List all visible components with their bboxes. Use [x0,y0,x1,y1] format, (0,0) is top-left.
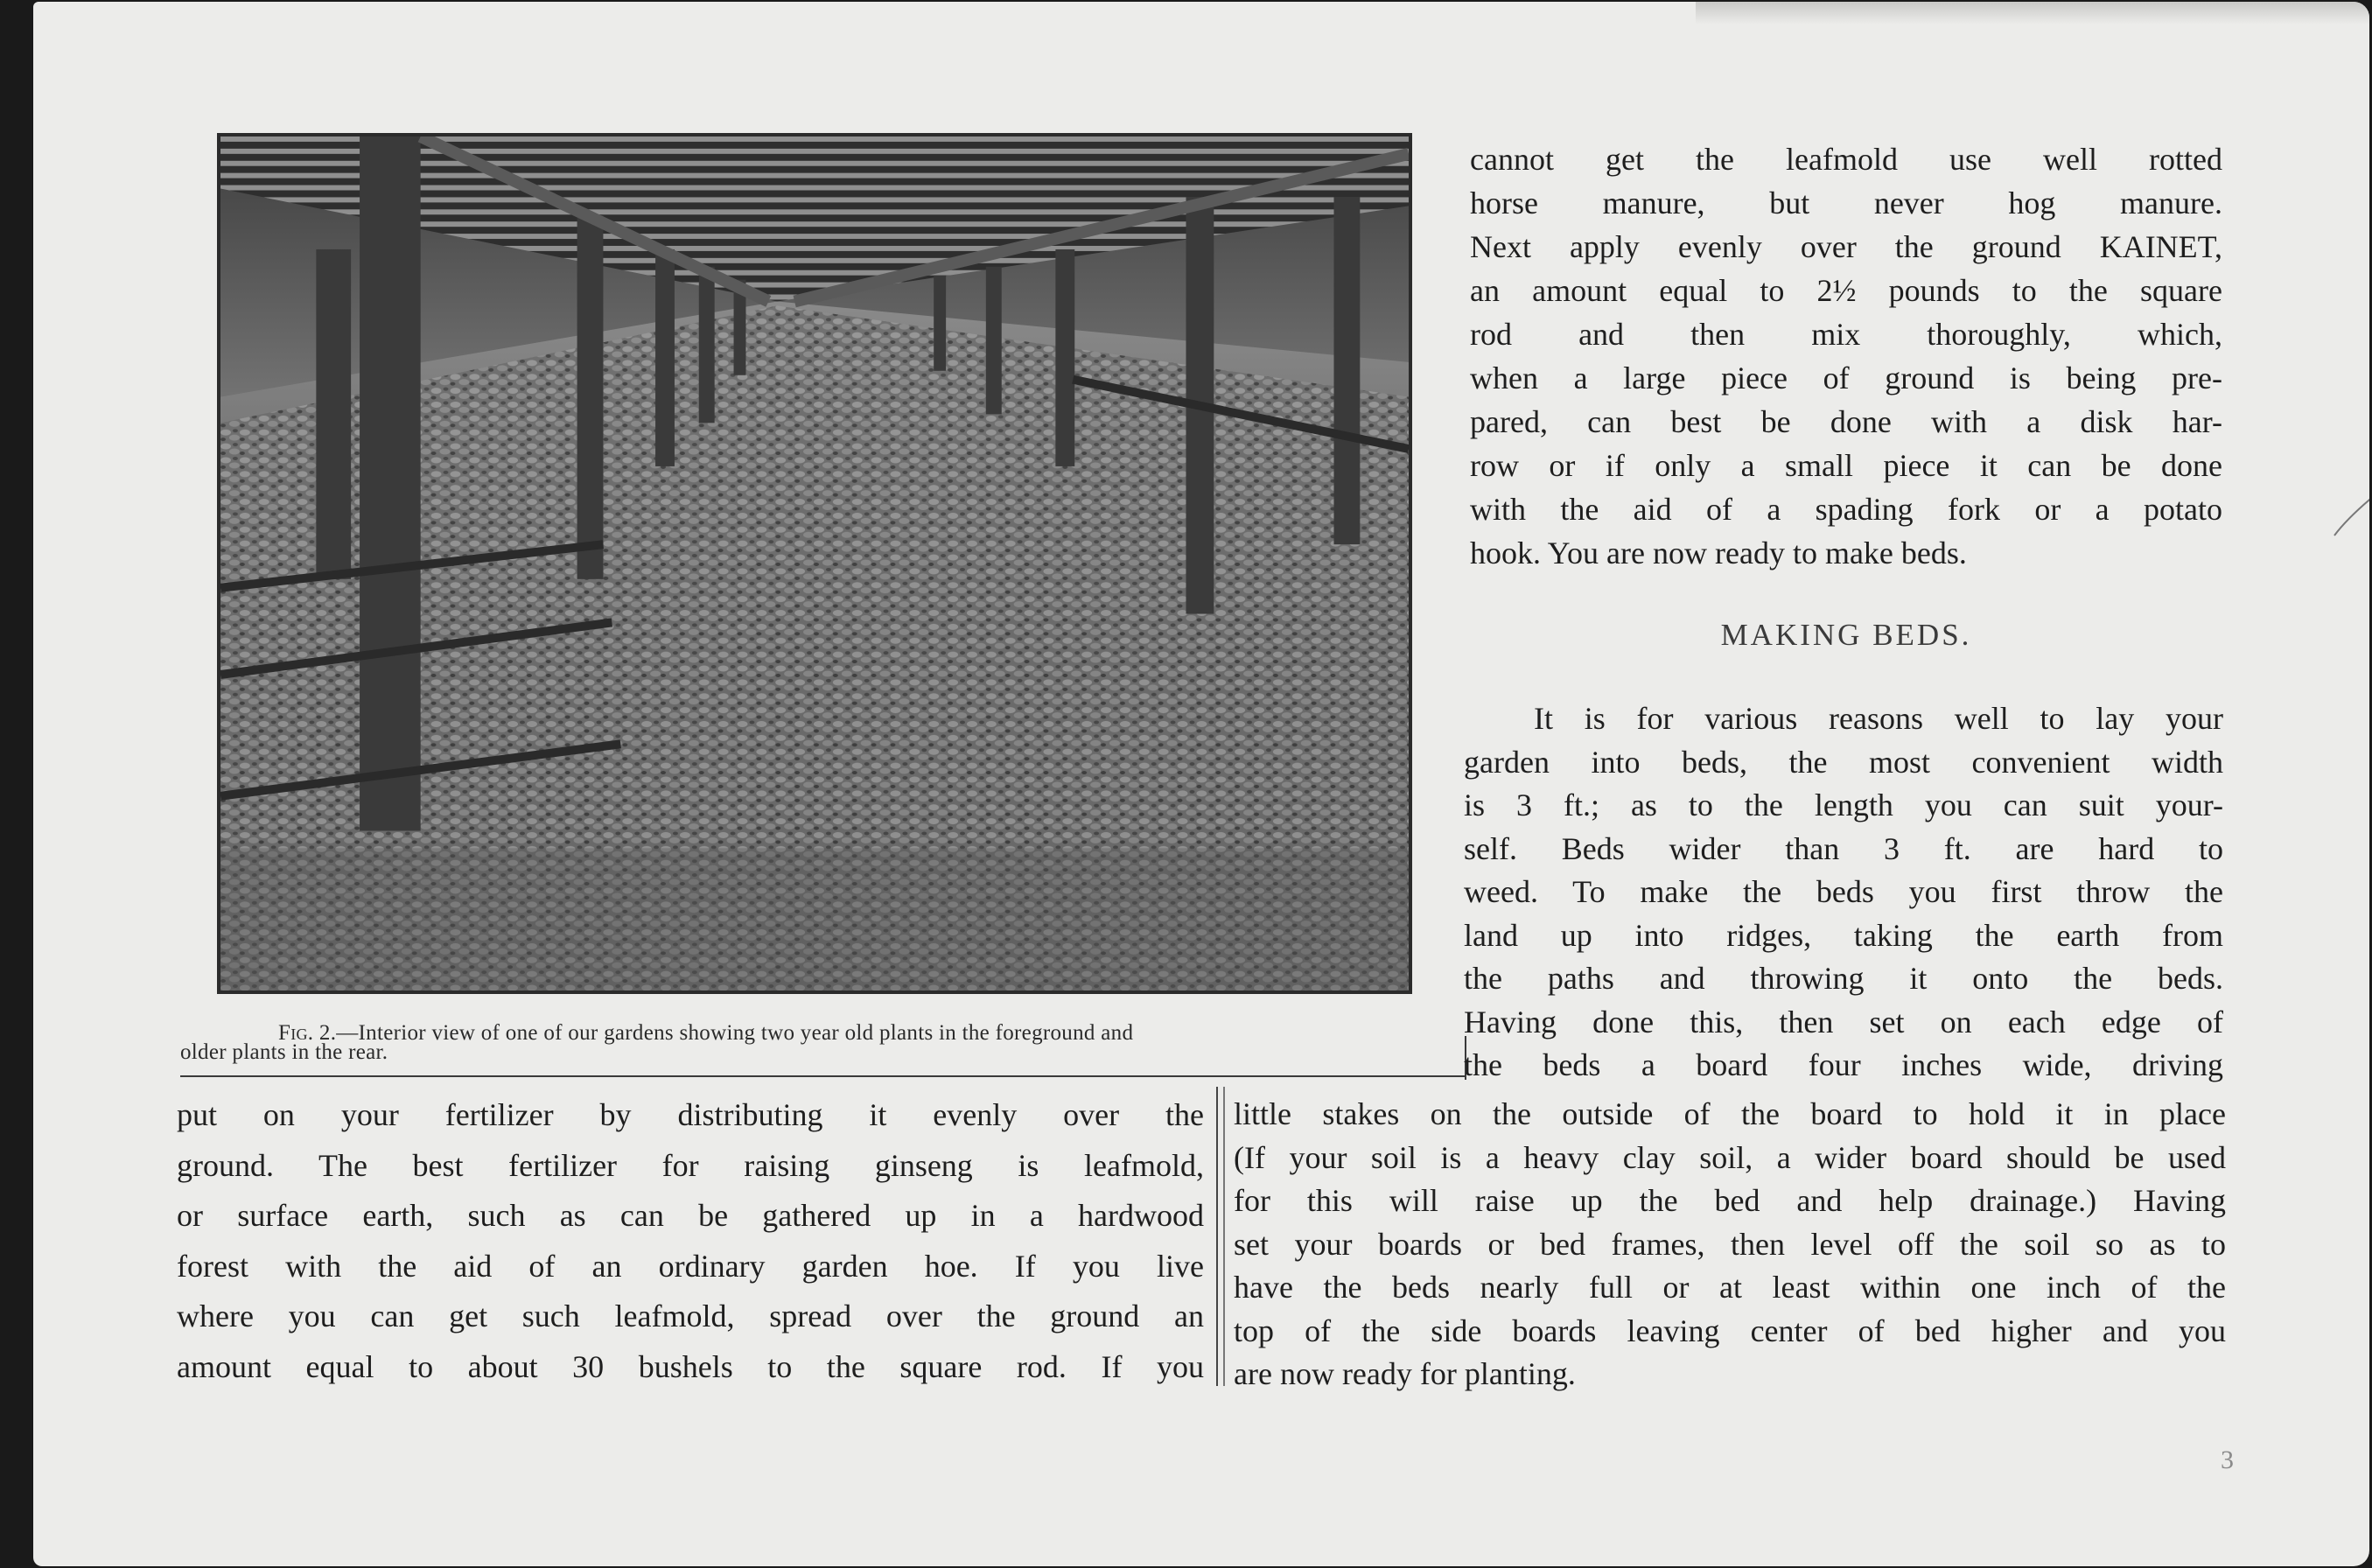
text-line: ground. The best fertilizer for raising ginseng is leafmold, [177,1147,1204,1183]
text-line: It is for various reasons well to lay your [1534,701,2223,736]
column-divider-secondary [1223,1087,1225,1386]
text-line: horse manure, but never hog manure. [1470,186,2222,220]
text-line: when a large piece of ground is being pre- [1470,360,2222,396]
text-line: weed. To make the beds you first throw the [1464,874,2223,909]
figure-caption-text: —Interior view of one of our gardens showing two year old plants in the foreground and [336,1021,1134,1045]
figure-caption [180,1021,1466,1064]
text-line: for this will raise up the bed and help drainage.) Having [1234,1183,2226,1218]
text-line: an amount equal to 2½ pounds to the square [1470,273,2222,308]
text-line: are now ready for planting. [1234,1356,1576,1391]
text-line: cannot get the leafmold use well rotted [1470,142,2222,177]
page-edge-shadow [1696,2,2369,24]
text-line: top of the side boards leaving center of bed higher and you [1234,1312,2226,1348]
text-line: is 3 ft.; as to the length you can suit your- [1464,788,2223,822]
text-line: garden into beds, the most convenient width [1464,744,2223,780]
section-heading: MAKING BEDS. [1720,618,1972,652]
paper-mark-icon [2326,492,2369,544]
text-line: rod and then mix thoroughly, which, [1470,317,2222,352]
book-page [33,2,2369,1566]
text-line: row or if only a small piece it can be done [1470,448,2222,483]
garden-photograph [217,133,1412,994]
text-line: little stakes on the outside of the board to hold it in place [1234,1096,2226,1131]
left-column-bottom-text [177,1090,1204,1392]
text-line: put on your fertilizer by distributing it evenly over the [177,1097,1204,1132]
text-line: set your boards or bed frames, then level off the soil so as to [1234,1226,2226,1262]
text-line: the paths and throwing it onto the beds. [1464,961,2223,996]
text-line: have the beds nearly full or at least within one inch of the [1234,1270,2226,1305]
text-line: the beds a board four inches wide, driving [1464,1047,2223,1082]
figure-caption-text-continued: older plants in the rear. [180,1040,388,1064]
text-line: hook. You are now ready to make beds. [1470,536,1967,570]
right-column-bottom-text [1234,1093,2226,1396]
text-line: forest with the aid of an ordinary garden hoe. If you live [177,1248,1204,1284]
caption-rule [180,1075,1466,1077]
column-divider [1216,1087,1218,1386]
text-line: pared, can best be done with a disk har- [1470,404,2222,439]
text-line: amount equal to about 30 bushels to the square rod. If you [177,1348,1204,1384]
right-column-middle-text [1464,697,2223,1088]
text-line: Having done this, then set on each edge of [1464,1004,2223,1040]
text-line: where you can get such leafmold, spread over the ground an [177,1298,1204,1334]
text-line: land up into ridges, taking the earth from [1464,917,2223,953]
text-line: with the aid of a spading fork or a potato [1470,492,2222,527]
garden-photo-illustration [220,136,1409,990]
text-line: Next apply evenly over the ground KAINET, [1470,229,2222,264]
text-line: or surface earth, such as can be gathered up in a hardwood [177,1198,1204,1233]
figure-label: Fig. 2. [278,1021,337,1045]
right-column-top-text [1470,137,2222,575]
text-line: (If your soil is a heavy clay soil, a wider board should be used [1234,1139,2226,1175]
text-line: self. Beds wider than 3 ft. are hard to [1464,830,2223,866]
page-number: 3 [2221,1446,2234,1474]
